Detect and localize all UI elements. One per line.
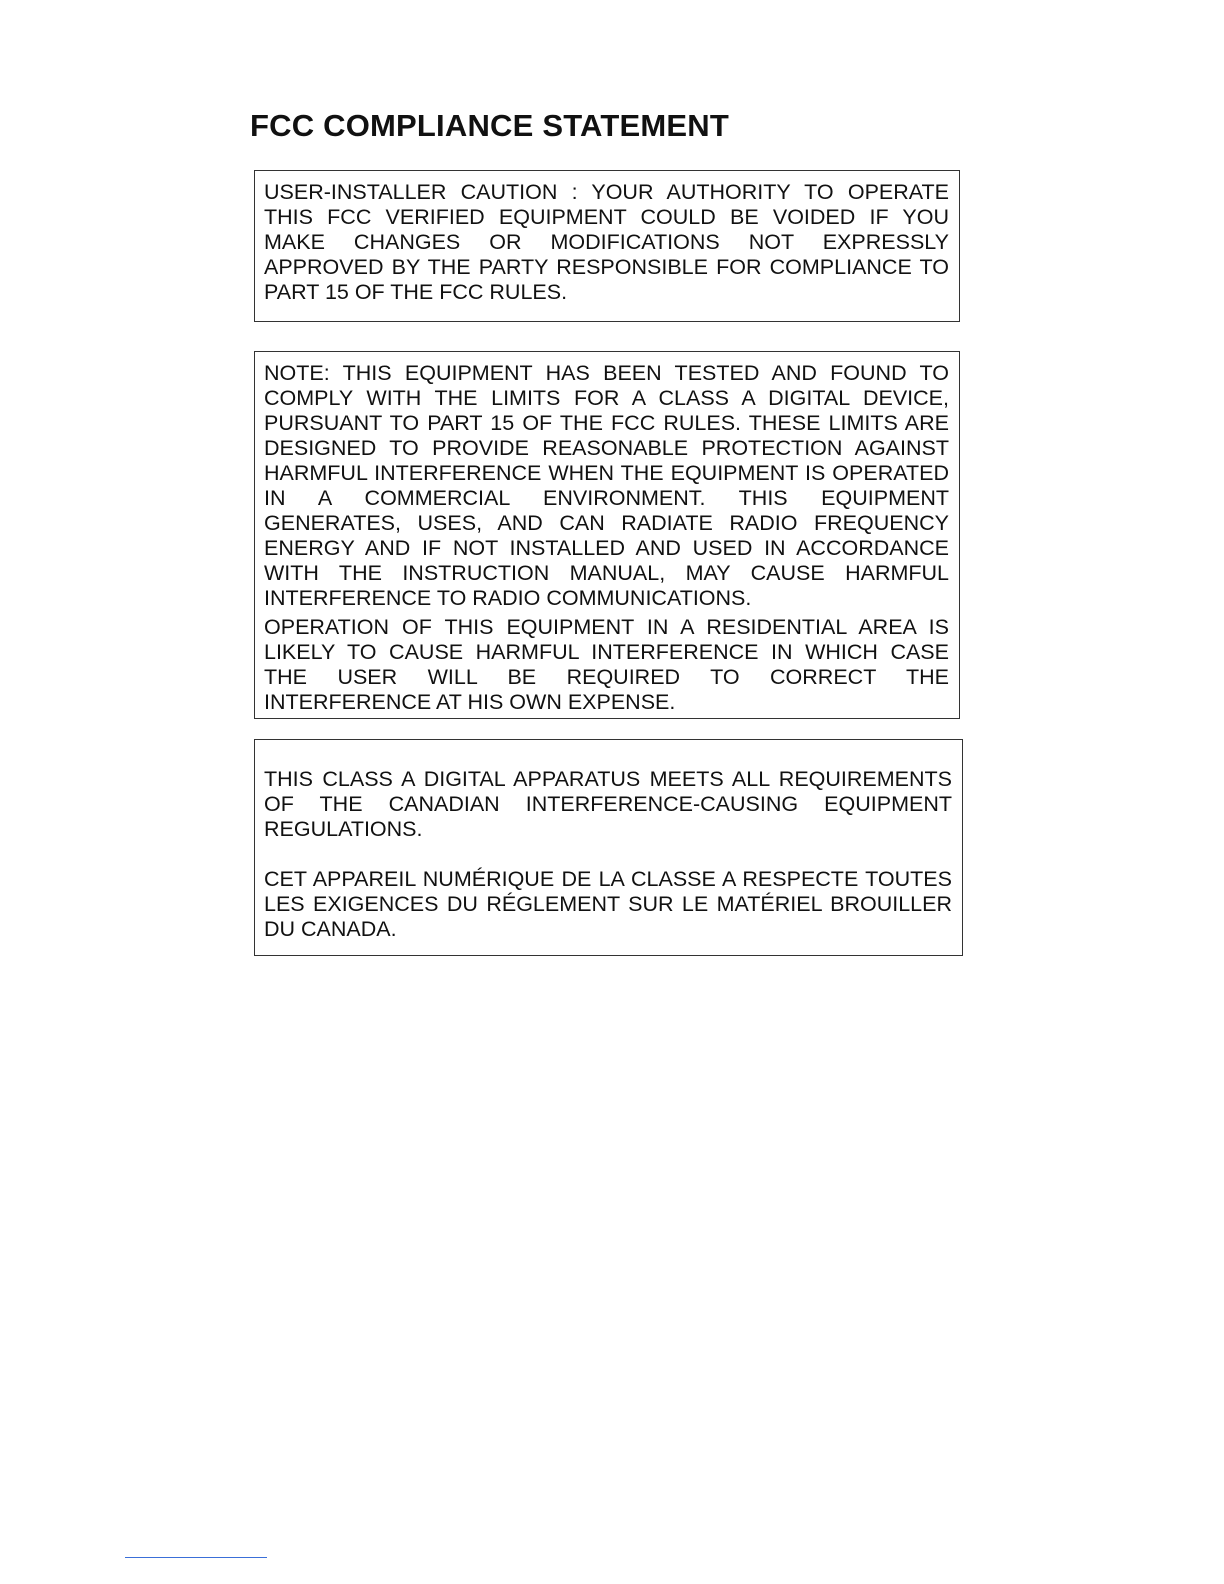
note-paragraph-1: NOTE: THIS EQUIPMENT HAS BEEN TESTED AND FOUND TO COMPLY WITH THE LIMITS FOR A CLASS A DIGITAL DEVICE, PURSUANT TO PART 15 OF THE FCC RULES. THESE LIMITS ARE DESIGNED TO PROVIDE REASONABLE PROTECTION AGAINST HARMFUL INTERFERENCE WHEN THE EQUIPMENT IS OPERATED IN A COMMERCIAL ENVIRONMENT. THIS EQUIPMENT GENERATES, USES, AND CAN RADIATE RADIO FREQUENCY ENERGY AND IF NOT INSTALLED AND USED IN ACCORDANCE WITH THE INSTRUCTION MANUAL, MAY CAUSE HARMFUL INTERFERENCE TO RADIO COMMUNICATIONS. (264, 361, 949, 610)
canadian-compliance-box (254, 739, 963, 956)
canadian-french-text: CET APPAREIL NUMÉRIQUE DE LA CLASSE A RESPECTE TOUTES LES EXIGENCES DU RÉGLEMENT SUR LE MATÉRIEL BROUILLER DU CANADA. (264, 867, 952, 941)
footer-divider (125, 1557, 267, 1558)
note-paragraph-2: OPERATION OF THIS EQUIPMENT IN A RESIDENTIAL AREA IS LIKELY TO CAUSE HARMFUL INTERFERENCE IN WHICH CASE THE USER WILL BE REQUIRED TO CORRECT THE INTERFERENCE AT HIS OWN EXPENSE. (264, 615, 949, 714)
user-installer-caution-box (254, 170, 960, 322)
caution-text: USER-INSTALLER CAUTION : YOUR AUTHORITY TO OPERATE THIS FCC VERIFIED EQUIPMENT COULD BE VOIDED IF YOU MAKE CHANGES OR MODIFICATIONS NOT EXPRESSLY APPROVED BY THE PARTY RESPONSIBLE FOR COMPLIANCE TO PART 15 OF THE FCC RULES. (264, 180, 949, 304)
canadian-english-text: THIS CLASS A DIGITAL APPARATUS MEETS ALL REQUIREMENTS OF THE CANADIAN INTERFERENCE-CAUSING EQUIPMENT REGULATIONS. (264, 767, 952, 841)
fcc-note-box (254, 351, 960, 719)
page-title: FCC COMPLIANCE STATEMENT (250, 108, 729, 143)
